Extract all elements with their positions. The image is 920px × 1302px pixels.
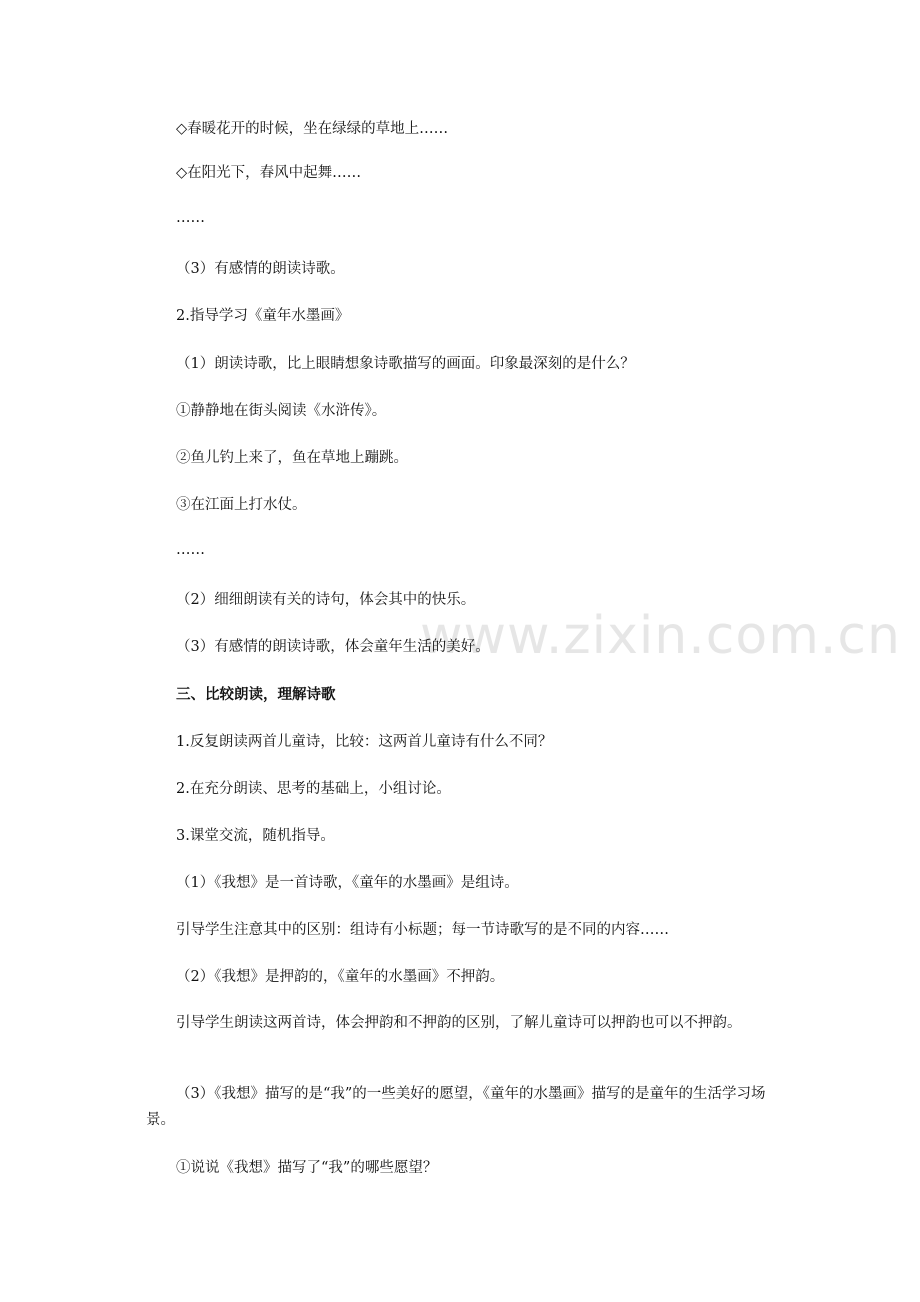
paragraph-poem-type: （1）《我想》是一首诗歌，《童年的水墨画》是组诗。: [176, 875, 519, 891]
paragraph-read-closely: （2）细细朗读有关的诗句，体会其中的快乐。: [176, 592, 476, 608]
paragraph-class-exchange: 3.课堂交流，随机指导。: [176, 828, 335, 844]
paragraph-spring-grass: ◇春暖花开的时候，坐在绿绿的草地上……: [176, 121, 449, 137]
paragraph-item-water-fight: ③在江面上打水仗。: [176, 497, 307, 513]
paragraph-item-fish: ②鱼儿钓上来了，鱼在草地上蹦跳。: [176, 450, 408, 466]
paragraph-group-discussion: 2.在充分朗读、思考的基础上，小组讨论。: [176, 781, 451, 797]
watermark: www.zixin.com.cn: [420, 606, 901, 666]
paragraph-read-with-feeling: （3）有感情的朗读诗歌。: [176, 261, 345, 277]
paragraph-dance-breeze: ◇在阳光下，春风中起舞……: [176, 165, 362, 181]
paragraph-compare-poems: 1.反复朗读两首儿童诗，比较：这两首儿童诗有什么不同？: [176, 734, 553, 750]
paragraph-rhyme: （2）《我想》是押韵的，《童年的水墨画》不押韵。: [176, 969, 505, 985]
paragraph-ellipsis-2: ……: [176, 542, 205, 558]
section-heading-compare: 三、比较朗读，理解诗歌: [176, 686, 336, 703]
paragraph-guide-ink-painting: 2.指导学习《童年水墨画》: [176, 308, 350, 324]
paragraph-imagine-scene: （1）朗读诗歌，比上眼睛想象诗歌描写的画面。印象最深刻的是什么？: [176, 356, 635, 372]
paragraph-guide-difference: 引导学生注意其中的区别：组诗有小标题；每一节诗歌写的是不同的内容……: [176, 922, 669, 938]
paragraph-guide-rhyme: 引导学生朗读这两首诗，体会押韵和不押韵的区别，了解儿童诗可以押韵也可以不押韵。: [176, 1015, 742, 1031]
paragraph-ellipsis: ……: [176, 210, 205, 226]
paragraph-question-wishes: ①说说《我想》描写了“我”的哪些愿望？: [176, 1160, 438, 1176]
paragraph-read-childhood: （3）有感情的朗读诗歌，体会童年生活的美好。: [176, 639, 490, 655]
paragraph-item-reading: ①静静地在街头阅读《水浒传》。: [176, 403, 387, 419]
paragraph-wishes-scenes: （3）《我想》描写的是“我”的一些美好的愿望，《童年的水墨画》描写的是童年的生活学习场景。: [146, 1086, 766, 1128]
